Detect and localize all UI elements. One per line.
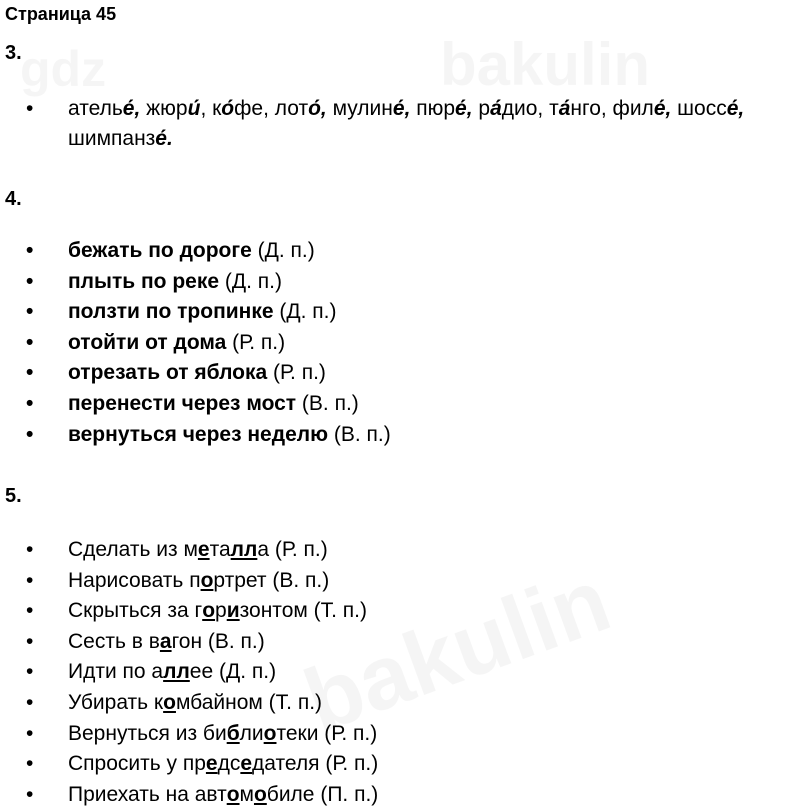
phrase-bold: вернуться через неделю	[68, 422, 329, 446]
phrase-bold: ползти по тропинке	[68, 300, 274, 324]
highlighted-letter: о	[226, 782, 240, 806]
bullet-icon: •	[26, 361, 34, 385]
text-run: фе, лот	[234, 97, 309, 120]
highlighted-letter: б	[226, 721, 240, 745]
highlighted-letter: о	[200, 568, 214, 592]
text-run: а (Р. п.)	[257, 538, 328, 561]
text-run: гон (В. п.)	[171, 629, 265, 653]
watermark-side	[20, 40, 106, 98]
list-item	[0, 328, 391, 359]
bullet-icon: •	[26, 568, 34, 592]
list-item	[0, 627, 378, 658]
highlighted-letter: е	[205, 752, 218, 776]
bullet-icon: •	[26, 330, 34, 354]
text-run: пюр	[410, 97, 456, 120]
text-run: нго, фил	[570, 97, 654, 120]
text-run: та	[209, 538, 231, 561]
text-run: Сделать из м	[68, 538, 198, 561]
highlighted-letter: о	[163, 690, 176, 714]
stressed-letter: а́	[558, 97, 571, 120]
bullet-icon: •	[26, 538, 34, 561]
bullet-icon: •	[26, 660, 34, 684]
stressed-letter: е́,	[122, 97, 141, 120]
phrase-bold: бежать по дороге	[68, 239, 252, 262]
text-run: Спросить у пр	[68, 752, 206, 776]
text-run: биле (П. п.)	[266, 782, 379, 806]
list-item	[0, 657, 378, 688]
list-item	[0, 535, 378, 566]
highlighted-letter: о	[202, 599, 216, 623]
text-run: дс	[217, 752, 241, 776]
text-run: м	[239, 782, 254, 806]
bullet-icon: •	[26, 97, 34, 120]
phrase-bold: перенести через мост	[68, 391, 297, 415]
text-run: Сесть в в	[68, 629, 160, 653]
bullet-icon: •	[26, 300, 34, 324]
text-run: шосс	[671, 97, 727, 120]
list-item	[0, 358, 391, 389]
bullet-icon: •	[26, 690, 34, 714]
text-run: Приехать на авт	[68, 782, 227, 806]
page-title: Страница 45	[5, 4, 117, 24]
stressed-letter: а́	[490, 97, 502, 120]
bullet-icon: •	[26, 752, 34, 776]
section-4-list	[0, 236, 391, 450]
section-number-4: 4.	[5, 188, 22, 210]
text-run: Убирать к	[68, 690, 164, 714]
list-item	[0, 236, 391, 267]
text-run: мулин	[326, 97, 393, 120]
section-3-list	[0, 94, 800, 154]
section-number-5: 5.	[5, 485, 22, 507]
bullet-icon: •	[26, 239, 34, 262]
list-item	[0, 749, 378, 780]
highlighted-letter: лл	[163, 660, 190, 684]
bullet-icon: •	[26, 782, 34, 806]
bullet-icon: •	[26, 391, 34, 415]
stressed-letter: е́.	[155, 127, 173, 150]
list-item	[0, 389, 391, 420]
text-run: ртрет (В. п.)	[213, 568, 330, 592]
stressed-letter: е́,	[726, 97, 745, 120]
text-run: Скрыться за г	[68, 599, 203, 623]
stressed-letter: е́,	[455, 97, 473, 120]
text-run: Нарисовать п	[68, 568, 201, 592]
highlighted-letter: е	[240, 752, 253, 776]
list-item	[0, 688, 378, 719]
text-run: р	[215, 599, 227, 623]
text-run: ли	[239, 721, 264, 745]
section-number-3: 3.	[5, 42, 22, 64]
list-item	[0, 94, 800, 154]
text-run: дио, т	[501, 97, 559, 120]
text-run: (Д. п.)	[219, 269, 282, 293]
text-run: (Р. п.)	[226, 330, 286, 354]
text-run: (В. п.)	[328, 422, 391, 446]
list-item	[0, 420, 391, 451]
text-run: шимпанз	[68, 127, 156, 150]
text-run: (В. п.)	[296, 391, 359, 415]
stressed-letter: о́,	[308, 97, 327, 120]
list-item	[0, 719, 378, 750]
highlighted-letter: а	[159, 629, 172, 653]
section-5-list	[0, 535, 378, 810]
highlighted-letter: лл	[230, 538, 258, 561]
text-run: дателя (Р. п.)	[252, 752, 379, 776]
text-run: Вернуться из би	[68, 721, 227, 745]
stressed-letter: и́	[187, 97, 201, 120]
stressed-letter: е́,	[392, 97, 411, 120]
highlighted-letter: е	[197, 538, 210, 561]
text-run: мбайном (Т. п.)	[175, 690, 323, 714]
list-item	[0, 596, 378, 627]
list-item	[0, 267, 391, 298]
stressed-letter: о́	[221, 97, 235, 120]
list-item	[0, 297, 391, 328]
text-run: зонтом (Т. п.)	[239, 599, 368, 623]
phrase-bold: плыть по реке	[68, 269, 220, 293]
bullet-icon: •	[26, 422, 34, 446]
phrase-bold: отойти от дома	[68, 330, 227, 354]
text-run: р	[472, 97, 491, 120]
highlighted-letter: и	[226, 599, 240, 623]
text-run: атель	[68, 97, 123, 120]
bullet-icon: •	[26, 721, 34, 745]
highlighted-letter: о	[263, 721, 277, 745]
bullet-icon: •	[26, 269, 34, 293]
highlighted-letter: о	[253, 782, 267, 806]
text-run: ее (Д. п.)	[189, 660, 277, 684]
text-run: Идти по а	[68, 660, 164, 684]
text-run: теки (Р. п.)	[276, 721, 378, 745]
list-item	[0, 566, 378, 597]
text-run: (Р. п.)	[267, 361, 326, 385]
bullet-icon: •	[26, 629, 34, 653]
text-run: , к	[200, 97, 222, 120]
text-run: (Д. п.)	[251, 239, 315, 262]
phrase-bold: отрезать от яблока	[68, 361, 268, 385]
text-run: (Д. п.)	[273, 300, 337, 324]
stressed-letter: е́,	[653, 97, 672, 120]
bullet-icon: •	[26, 599, 34, 623]
list-item	[0, 780, 378, 810]
watermark-text	[440, 30, 650, 99]
text-run: жюр	[140, 97, 188, 120]
